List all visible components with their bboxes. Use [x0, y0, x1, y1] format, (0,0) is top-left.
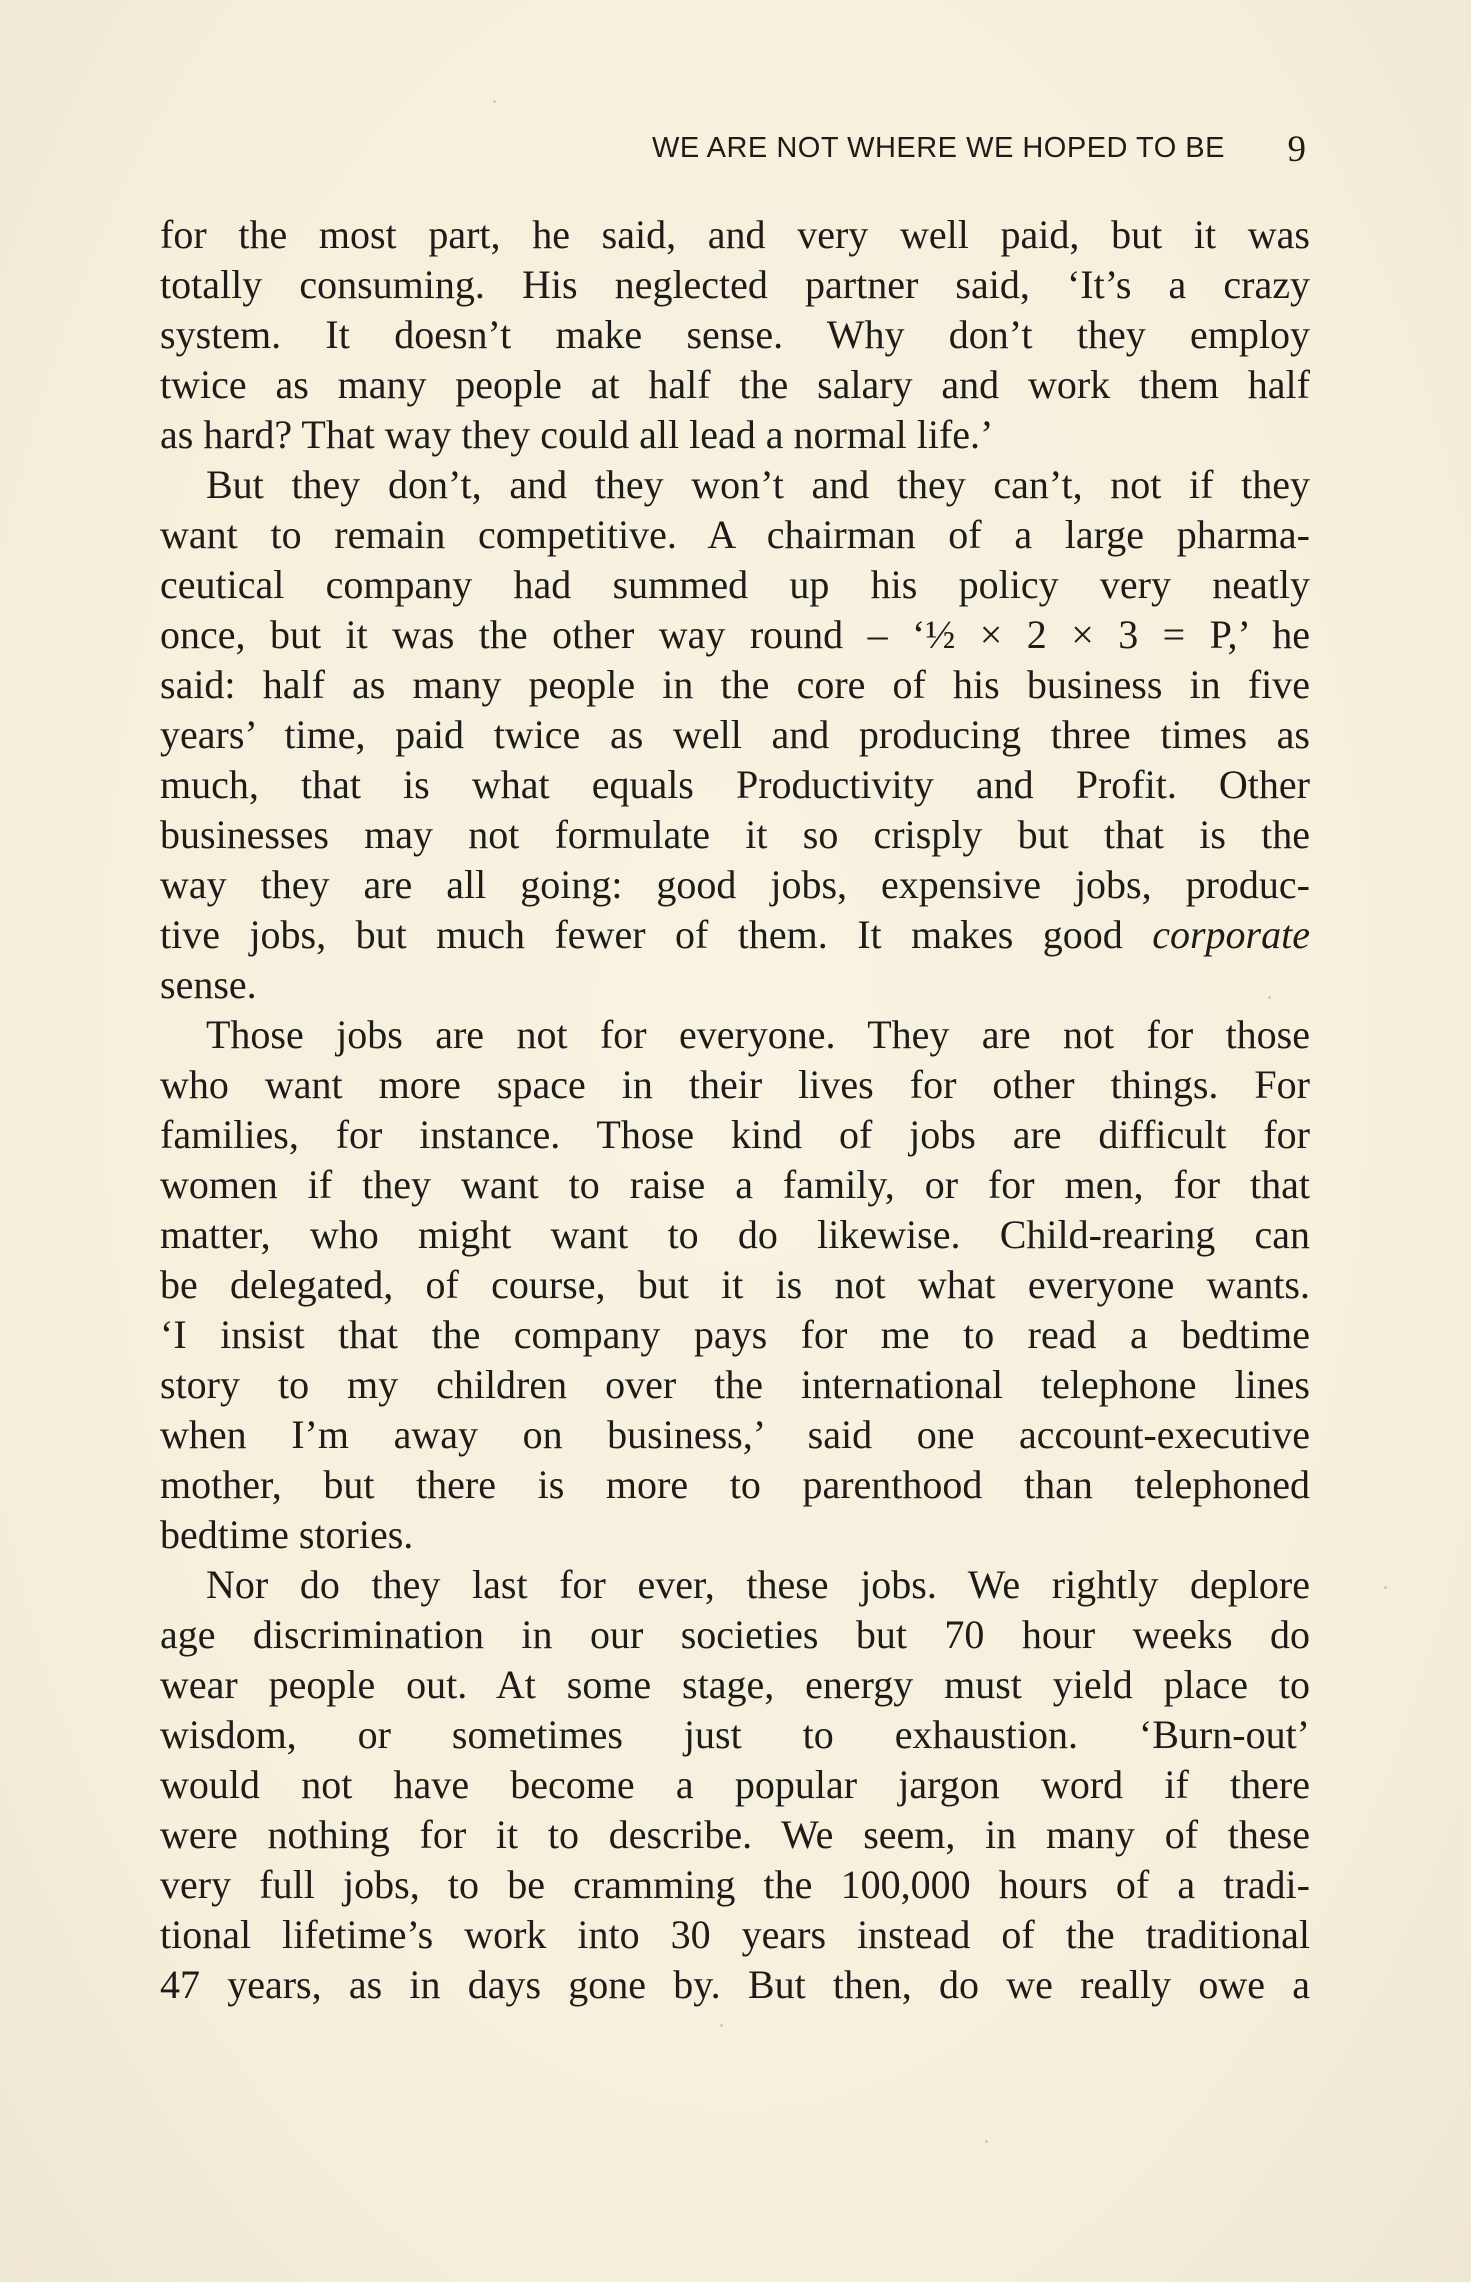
text-line: as hard? That way they could all lead a normal life.’ [160, 412, 994, 457]
text-line: story to my children over the international telephone lines [160, 1362, 1310, 1407]
text-line: Nor do they last for ever, these jobs. We rightly deplore [206, 1562, 1310, 1607]
text-line: sense. [160, 962, 257, 1007]
text-line: ‘I insist that the company pays for me to read a bedtime [160, 1312, 1310, 1357]
text-line: system. It doesn’t make sense. Why don’t they employ [160, 312, 1310, 357]
italic-word: corporate [1152, 912, 1310, 957]
text-line: for the most part, he said, and very well paid, but it was [160, 212, 1310, 257]
text-line: ceutical company had summed up his policy very neatly [160, 562, 1310, 607]
text-line: would not have become a popular jargon word if there [160, 1762, 1310, 1807]
text-line-start: tive jobs, but much fewer of them. It makes good [160, 912, 1153, 957]
text-line: Those jobs are not for everyone. They are not for those [206, 1012, 1310, 1057]
text-line: be delegated, of course, but it is not what everyone wants. [160, 1262, 1310, 1307]
text-line: age discrimination in our societies but 70 hour weeks do [160, 1612, 1310, 1657]
body-text [160, 210, 1310, 2010]
text-line: women if they want to raise a family, or for men, for that [160, 1162, 1310, 1207]
text-line: totally consuming. His neglected partner said, ‘It’s a crazy [160, 262, 1310, 307]
running-title: WE ARE NOT WHERE WE HOPED TO BE [651, 132, 1225, 164]
text-line: But they don’t, and they won’t and they can’t, not if they [206, 462, 1310, 507]
text-line: once, but it was the other way round – ‘½ × 2 × 3 = P,’ he [160, 612, 1310, 657]
text-line: mother, but there is more to parenthood than telephoned [160, 1462, 1310, 1507]
text-line-with-italic [160, 910, 1310, 960]
text-line: families, for instance. Those kind of jobs are difficult for [160, 1112, 1310, 1157]
paper-speck [720, 2024, 723, 2027]
paragraph-1 [160, 210, 1310, 460]
text-line: want to remain competitive. A chairman of a large pharma- [160, 512, 1310, 557]
text-line: who want more space in their lives for other things. For [160, 1062, 1310, 1107]
paper-speck [1384, 1586, 1387, 1589]
text-line: 47 years, as in days gone by. But then, do we really owe a [160, 1962, 1310, 2007]
text-line: very full jobs, to be cramming the 100,000 hours of a tradi- [160, 1862, 1310, 1907]
text-line: were nothing for it to describe. We seem, in many of these [160, 1812, 1310, 1857]
paragraph-4 [160, 1560, 1310, 2010]
text-line: way they are all going: good jobs, expensive jobs, produc- [160, 862, 1310, 907]
running-head [160, 128, 1310, 172]
paragraph-2 [160, 460, 1310, 1010]
text-line: twice as many people at half the salary and work them half [160, 362, 1310, 407]
text-line: much, that is what equals Productivity and Profit. Other [160, 762, 1310, 807]
text-line: matter, who might want to do likewise. Child-rearing can [160, 1212, 1310, 1257]
text-line: businesses may not formulate it so crisply but that is the [160, 812, 1310, 857]
text-line: said: half as many people in the core of his business in five [160, 662, 1310, 707]
page-number: 9 [1287, 129, 1306, 170]
text-line: when I’m away on business,’ said one account-executive [160, 1412, 1310, 1457]
text-line: years’ time, paid twice as well and producing three times as [160, 712, 1310, 757]
paper-speck [985, 2140, 988, 2143]
paragraph-3 [160, 1010, 1310, 1560]
text-line: tional lifetime’s work into 30 years instead of the traditional [160, 1912, 1310, 1957]
text-line: bedtime stories. [160, 1512, 414, 1557]
text-line: wear people out. At some stage, energy must yield place to [160, 1662, 1310, 1707]
paper-speck [1268, 996, 1271, 999]
paper-speck [493, 100, 496, 103]
text-line: wisdom, or sometimes just to exhaustion. ‘Burn-out’ [160, 1712, 1310, 1757]
